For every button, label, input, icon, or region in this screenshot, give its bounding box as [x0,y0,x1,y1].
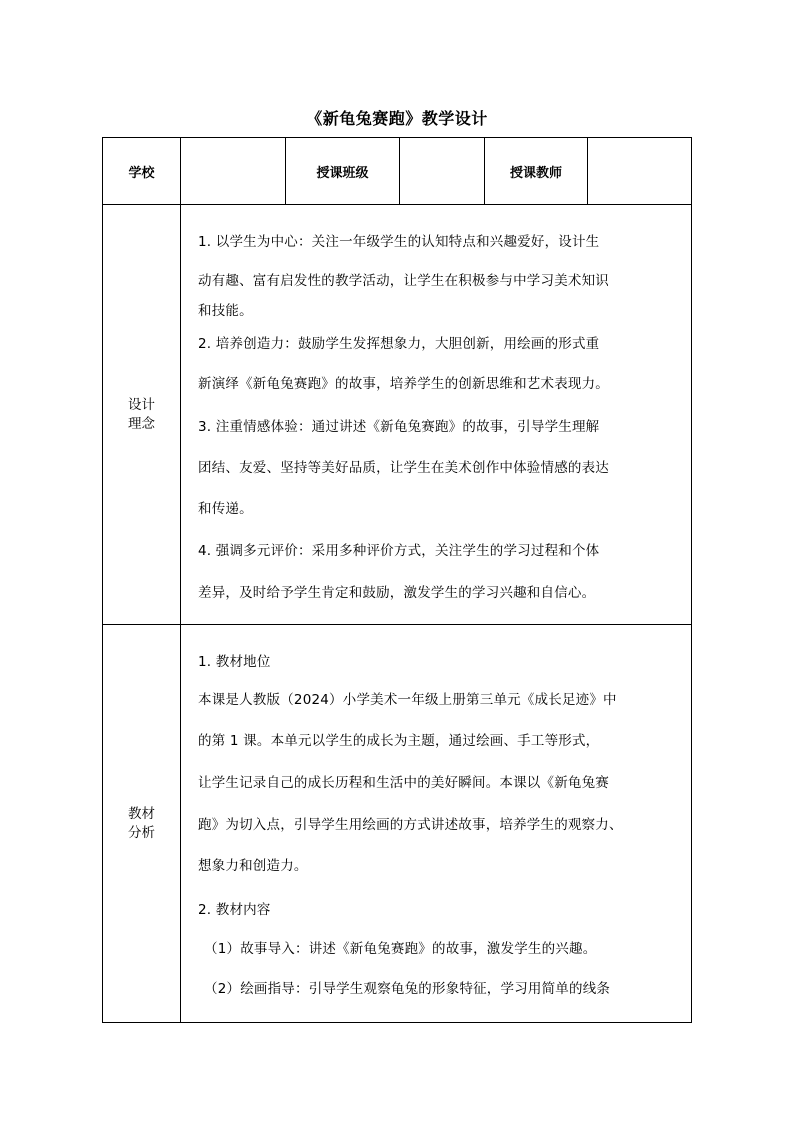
school-value [181,138,285,204]
table-border-right [691,137,692,1023]
design-concept-label-line-2: 理念 [128,415,155,432]
content-line: 想象力和创造力。 [198,858,308,874]
content-line: 2. 教材内容 [198,902,271,918]
class-value [400,138,484,204]
content-line: 和技能。 [198,303,253,319]
content-line: 团结、友爱、坚持等美好品质，让学生在美术创作中体验情感的表达 [198,460,609,476]
content-line: 1. 以学生为中心：关注一年级学生的认知特点和兴趣爱好，设计生 [198,234,600,250]
content-line: 动有趣、富有启发性的教学活动，让学生在积极参与中学习美术知识 [198,273,609,289]
design-concept-label-line-1: 设计 [128,396,155,413]
design-concept-label [103,205,180,624]
textbook-analysis-label [103,625,180,1022]
textbook-analysis-label-line-2: 分析 [128,824,155,841]
table-border-bottom [102,1022,692,1023]
content-line: （2）绘画指导：引导学生观察龟兔的形象特征，学习用简单的线条 [204,981,611,997]
design-concept-content [198,205,678,624]
teacher-value [588,138,691,204]
content-line: 新演绎《新龟兔赛跑》的故事，培养学生的创新思维和艺术表现力。 [198,376,609,392]
content-line: 1. 教材地位 [198,654,271,670]
teacher-label: 授课教师 [509,165,562,181]
content-line: 跑》为切入点，引导学生用绘画的方式讲述故事，培养学生的观察力、 [198,817,623,833]
document-title: 《新龟兔赛跑》教学设计 [306,109,488,128]
textbook-analysis-label-line-1: 教材 [128,805,155,822]
class-label: 授课班级 [316,165,369,181]
content-line: （1）故事导入：讲述《新龟兔赛跑》的故事，激发学生的兴趣。 [204,941,597,957]
content-line: 3. 注重情感体验：通过讲述《新龟兔赛跑》的故事，引导学生理解 [198,419,600,435]
content-line: 4. 强调多元评价：采用多种评价方式，关注学生的学习过程和个体 [198,543,600,559]
content-line: 的第 1 课。本单元以学生的成长为主题，通过绘画、手工等形式， [198,733,600,749]
content-line: 让学生记录自己的成长历程和生活中的美好瞬间。本课以《新龟兔赛 [198,775,609,791]
textbook-analysis-content [198,625,678,1022]
school-label: 学校 [128,165,155,181]
table-label-column-divider [180,137,181,1023]
content-line: 差异，及时给予学生肯定和鼓励，激发学生的学习兴趣和自信心。 [198,585,596,601]
content-line: 2. 培养创造力：鼓励学生发挥想象力，大胆创新，用绘画的形式重 [198,336,600,352]
content-line: 和传递。 [198,501,253,517]
content-line: 本课是人教版（2024）小学美术一年级上册第三单元《成长足迹》中 [198,692,617,708]
